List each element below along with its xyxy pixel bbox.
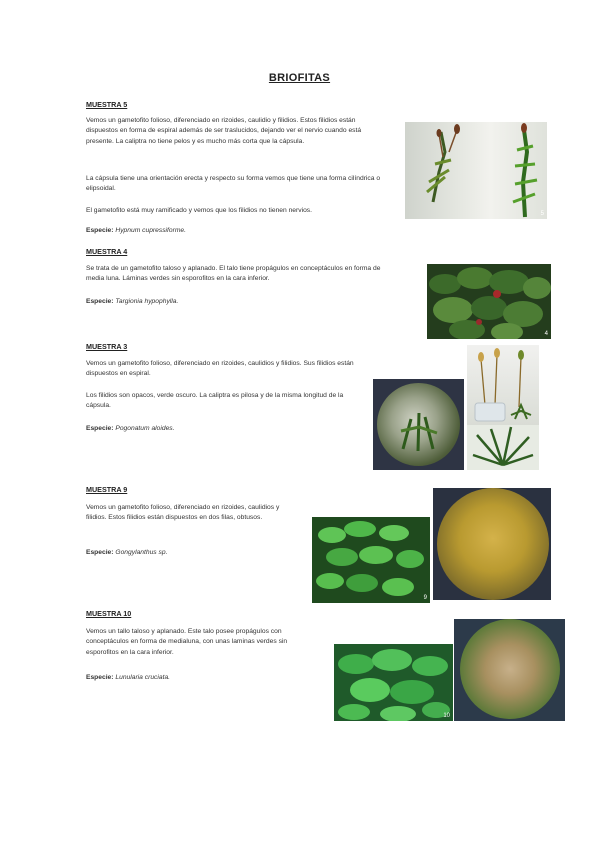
section-heading-muestra-9: MUESTRA 9	[86, 485, 128, 494]
section-5-species	[86, 226, 386, 236]
photo-number-label: 10	[443, 713, 450, 719]
section-heading-muestra-3: MUESTRA 3	[86, 342, 128, 351]
microscope-view	[437, 488, 549, 600]
section-5-paragraph-2: La cápsula tiene una orientación erecta y respecto su forma vemos que tiene una forma cilíndrica o elipsoidal.	[86, 175, 381, 193]
species-name: Lunularia cruciata.	[115, 674, 171, 681]
section-3-paragraph-1: Vemos un gametofito folioso, diferenciado en rizoides, caulidios y filidios. Sus filidios están dispuestos en espiral.	[86, 360, 354, 378]
muestra-3-leaf-photo	[467, 425, 539, 470]
section-4-paragraph-1: Se trata de un gametofito taloso y aplanado. El talo tiene propágulos en conceptáculos en forma de media luna. Láminas verdes sin esporofitos en la cara inferior.	[86, 265, 381, 283]
section-3-paragraph-2: Los filidios son opacos, verde oscuro. La caliptra es pilosa y de la misma longitud de la cápsula.	[86, 392, 344, 410]
section-4-species	[86, 297, 386, 307]
section-10-species	[86, 673, 316, 683]
section-9-paragraph-1: Vemos un gametofito folioso, diferenciado en rizoides, caulidios y filidios. Estos filidios están dispuestos en dos filas, obtusos.	[86, 504, 280, 522]
lunularia-drawing	[334, 644, 453, 721]
species-label: Especie:	[86, 425, 114, 432]
leafy-liverwort-drawing	[312, 517, 430, 603]
species-name: Hypnum cupressiforme.	[115, 227, 186, 234]
muestra-4-photo	[427, 264, 551, 339]
species-name: Pogonatum aloides.	[115, 425, 175, 432]
leaf-rosette-drawing	[467, 425, 539, 470]
species-label: Especie:	[86, 298, 114, 305]
photo-number-label: 9	[423, 595, 427, 601]
section-10-paragraph-1: Vemos un tallo taloso y aplanado. Este talo posee propágulos con conceptáculos en forma de medialuna, con unas laminas verdes sin esporofitos en la cara inferior.	[86, 628, 288, 656]
moss-tuft-drawing	[373, 379, 464, 470]
muestra-9-photo	[312, 517, 430, 603]
page-title: BRIOFITAS	[268, 72, 331, 84]
section-9-species	[86, 548, 296, 558]
section-heading-muestra-10: MUESTRA 10	[86, 609, 132, 618]
muestra-10-photo	[334, 644, 453, 721]
section-heading-muestra-5: MUESTRA 5	[86, 100, 128, 109]
section-5-paragraph-3: El gametofito está muy ramificado y vemos que los filidios no tienen nervios.	[86, 207, 312, 214]
section-heading-muestra-4: MUESTRA 4	[86, 247, 128, 256]
section-3-species	[86, 424, 366, 434]
section-5-paragraph-1: Vemos un gametofito folioso, diferenciado en rizoides, caulidio y filidios. Estos filidios están dispuestos en forma de espiral además de ser traslucidos, dejando ver el nervio cuando está presente. La caliptra no tiene pelos y es mucho más corta que la cápsula.	[86, 117, 362, 145]
species-label: Especie:	[86, 227, 114, 234]
muestra-3-capsule-photo	[467, 345, 539, 425]
microscope-view	[460, 619, 560, 719]
species-name: Gongylanthus sp.	[115, 549, 168, 556]
muestra-3-microscope-photo	[373, 379, 464, 470]
species-name: Targionia hypophylla.	[115, 298, 179, 305]
moss-specimen-drawing	[405, 122, 547, 219]
photo-number-label: 5	[540, 211, 544, 217]
muestra-10-microscope-photo	[454, 619, 565, 721]
thallose-liverwort-drawing	[427, 264, 551, 339]
muestra-9-microscope-photo	[433, 488, 551, 600]
species-label: Especie:	[86, 674, 114, 681]
muestra-5-photo	[405, 122, 547, 219]
species-label: Especie:	[86, 549, 114, 556]
capsules-drawing	[467, 345, 539, 425]
photo-number-label: 4	[544, 331, 548, 337]
